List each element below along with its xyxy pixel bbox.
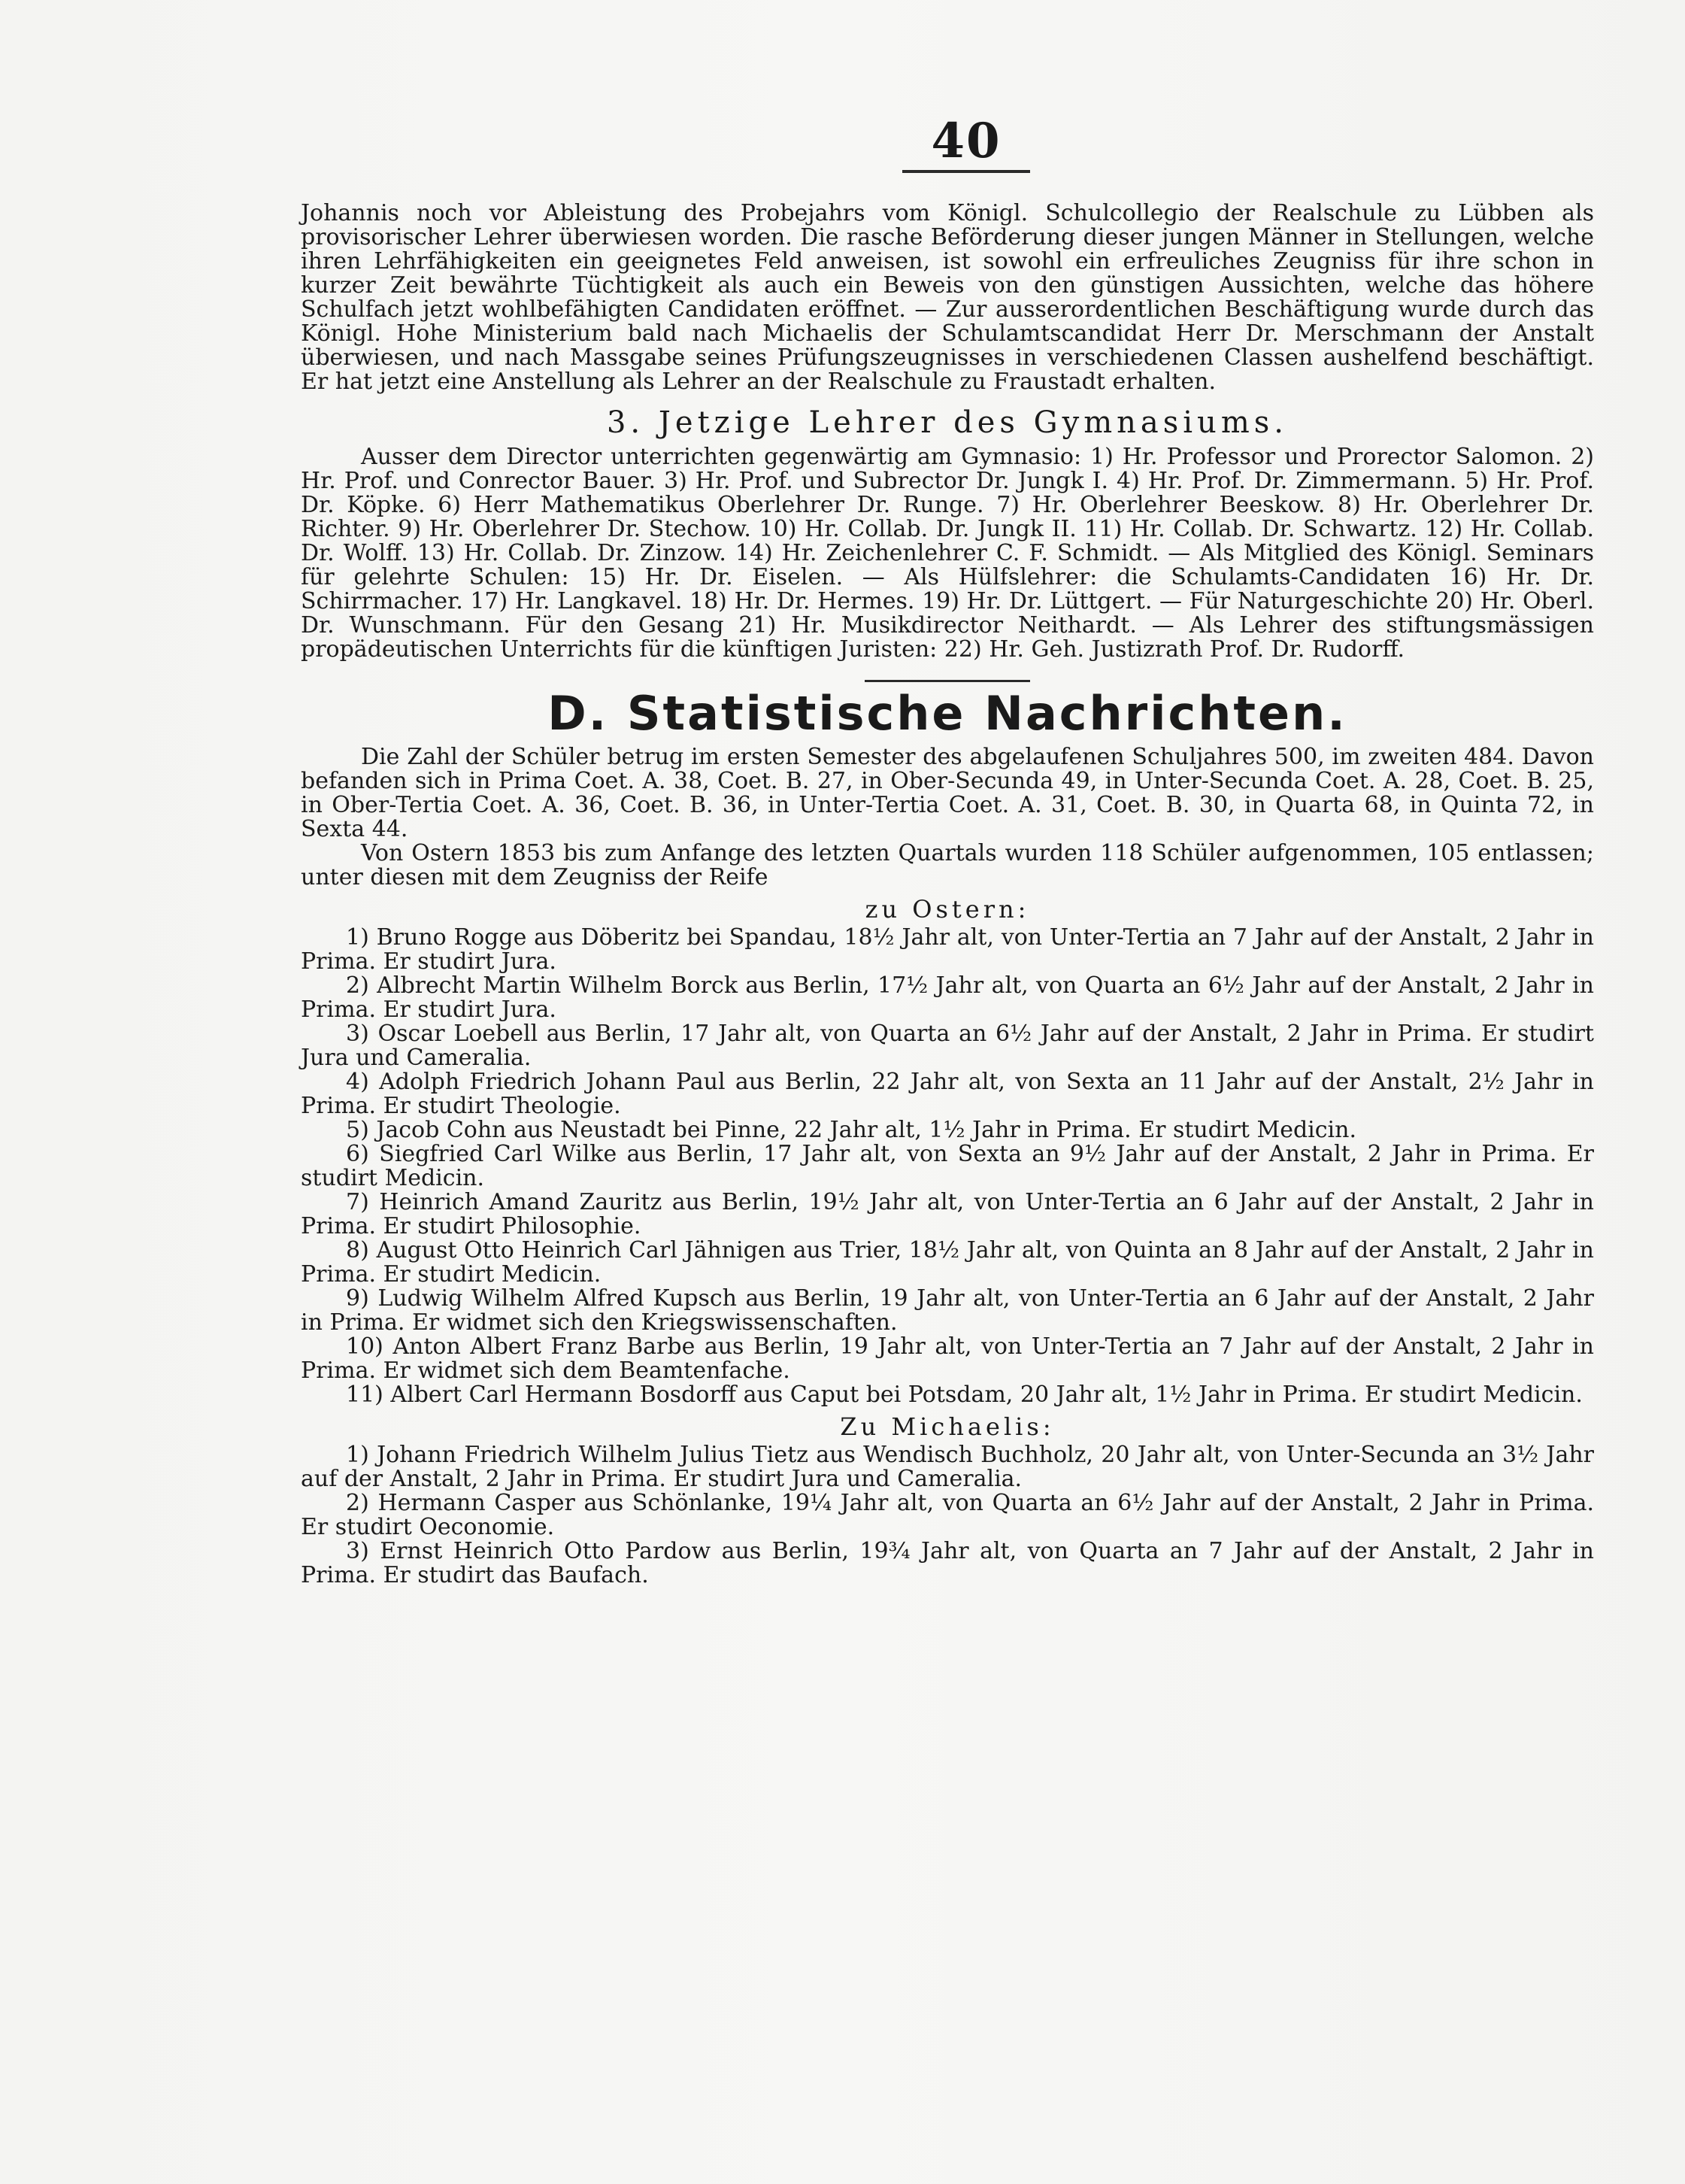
list-item: 1) Bruno Rogge aus Döberitz bei Spandau, 18½ Jahr alt, von Unter-Tertia an 7 Jahr auf der Anstalt, 2 Jahr in Prima. Er studirt Jura. <box>301 924 1594 975</box>
statistics-paragraph-2: Von Ostern 1853 bis zum Anfange des letzten Quartals wurden 118 Schüler aufgenommen, 105 entlassen; unter diesen mit dem Zeugniss der Reife <box>301 840 1594 890</box>
ostern-list <box>301 926 1594 1407</box>
section-d-heading: D. Statistische Nachrichten. <box>547 686 1347 741</box>
list-item: 7) Heinrich Amand Zauritz aus Berlin, 19½ Jahr alt, von Unter-Tertia an 6 Jahr auf der Anstalt, 2 Jahr in Prima. Er studirt Philosophie. <box>301 1189 1594 1239</box>
list-item: 10) Anton Albert Franz Barbe aus Berlin, 19 Jahr alt, von Unter-Tertia an 7 Jahr auf der Anstalt, 2 Jahr in Prima. Er widmet sich dem Beamtenfache. <box>301 1333 1594 1384</box>
list-item: 5) Jacob Cohn aus Neustadt bei Pinne, 22 Jahr alt, 1½ Jahr in Prima. Er studirt Medicin. <box>346 1117 1356 1143</box>
list-item: 2) Albrecht Martin Wilhelm Borck aus Berlin, 17½ Jahr alt, von Quarta an 6½ Jahr auf der Anstalt, 2 Jahr in Prima. Er studirt Jura. <box>301 972 1594 1023</box>
list-item: 4) Adolph Friedrich Johann Paul aus Berlin, 22 Jahr alt, von Sexta an 11 Jahr auf der Anstalt, 2½ Jahr in Prima. Er studirt Theologie. <box>301 1069 1594 1119</box>
list-item: 3) Oscar Loebell aus Berlin, 17 Jahr alt, von Quarta an 6½ Jahr auf der Anstalt, 2 Jahr in Prima. Er studirt Jura und Cameralia. <box>301 1021 1594 1071</box>
page-number: 40 <box>931 113 1002 169</box>
body-text <box>301 202 1594 1588</box>
michaelis-heading: Zu Michaelis: <box>840 1412 1055 1441</box>
section-3-heading: 3. Jetzige Lehrer des Gymnasiums. <box>606 405 1288 440</box>
list-item: 2) Hermann Casper aus Schönlanke, 19¼ Jahr alt, von Quarta an 6½ Jahr auf der Anstalt, 2 Jahr in Prima. Er studirt Oeconomie. <box>301 1490 1594 1540</box>
statistics-paragraph-1: Die Zahl der Schüler betrug im ersten Semester des abgelaufenen Schuljahres 500, im zweiten 484. Davon befanden sich in Prima Coet. A. 38, Coet. B. 27, in Ober-Secunda 49, in Unter-Secunda Coet. A. 28, Coet. B. 25, in Ober-Tertia Coet. A. 36, Coet. B. 36, in Unter-Tertia Coet. A. 31, Coet. B. 30, in Quarta 68, in Quinta 72, in Sexta 44. <box>301 744 1594 842</box>
section-3-text: Ausser dem Director unterrichten gegenwärtig am Gymnasio: 1) Hr. Professor und Prorector Salomon. 2) Hr. Prof. und Conrector Bauer. 3) Hr. Prof. und Subrector Dr. Jungk I. 4) Hr. Prof. Dr. Zimmermann. 5) Hr. Prof. Dr. Köpke. 6) Herr Mathematikus Oberlehrer Dr. Runge. 7) Hr. Oberlehrer Beeskow. 8) Hr. Oberlehrer Dr. Richter. 9) Hr. Oberlehrer Dr. Stechow. 10) Hr. Collab. Dr. Jungk II. 11) Hr. Collab. Dr. Schwartz. 12) Hr. Collab. Dr. Wolff. 13) Hr. Collab. Dr. Zinzow. 14) Hr. Zeichenlehrer C. F. Schmidt. — Als Mitglied des Königl. Seminars für gelehrte Schulen: 15) Hr. Dr. Eiselen. — Als Hülfslehrer: die Schulamts-Candidaten 16) Hr. Dr. Schirrmacher. 17) Hr. Langkavel. 18) Hr. Dr. Hermes. 19) Hr. Dr. Lüttgert. — Für Naturgeschichte 20) Hr. Oberl. Dr. Wunschmann. Für den Gesang 21) Hr. Musikdirector Neithardt. — Als Lehrer des stiftungsmässigen propädeutischen Unterrichts für die künftigen Juristen: 22) Hr. Geh. Justizrath Prof. Dr. Rudorff. <box>301 444 1594 663</box>
michaelis-list <box>301 1443 1594 1588</box>
ostern-heading: zu Ostern: <box>865 895 1030 924</box>
list-item: 8) August Otto Heinrich Carl Jähnigen aus Trier, 18½ Jahr alt, von Quinta an 8 Jahr auf der Anstalt, 2 Jahr in Prima. Er studirt Medicin. <box>301 1237 1594 1288</box>
list-item: 11) Albert Carl Hermann Bosdorff aus Caput bei Potsdam, 20 Jahr alt, 1½ Jahr in Prima. Er studirt Medicin. <box>346 1382 1583 1408</box>
list-item: 6) Siegfried Carl Wilke aus Berlin, 17 Jahr alt, von Sexta an 9½ Jahr auf der Anstalt, 2 Jahr in Prima. Er studirt Medicin. <box>301 1141 1594 1191</box>
list-item: 1) Johann Friedrich Wilhelm Julius Tietz aus Wendisch Buchholz, 20 Jahr alt, von Unter-Secunda an 3½ Jahr auf der Anstalt, 2 Jahr in Prima. Er studirt Jura und Cameralia. <box>301 1442 1594 1492</box>
section-divider <box>865 680 1030 682</box>
intro-paragraph: Johannis noch vor Ableistung des Probejahrs vom Königl. Schulcollegio der Realschule zu Lübben als provisorischer Lehrer überwiesen worden. Die rasche Beförderung dieser jungen Männer in Stellungen, welche ihren Lehrfähigkeiten ein geeignetes Feld anweisen, ist sowohl ein erfreuliches Zeugniss für ihre schon in kurzer Zeit bewährte Tüchtigkeit als auch ein Beweis von den günstigen Aussichten, welche das höhere Schulfach jetzt wohlbefähigten Candidaten eröffnet. — Zur ausserordentlichen Beschäftigung wurde durch das Königl. Hohe Ministerium bald nach Michaelis der Schulamtscandidat Herr Dr. Merschmann der Anstalt überwiesen, und nach Massgabe seines Prüfungszeugnisses in verschiedenen Classen aushelfend beschäftigt. Er hat jetzt eine Anstellung als Lehrer an der Realschule zu Fraustadt erhalten. <box>301 200 1594 395</box>
list-item: 9) Ludwig Wilhelm Alfred Kupsch aus Berlin, 19 Jahr alt, von Unter-Tertia an 6 Jahr auf der Anstalt, 2 Jahr in Prima. Er widmet sich den Kriegswissenschaften. <box>301 1285 1594 1336</box>
list-item: 3) Ernst Heinrich Otto Pardow aus Berlin, 19¾ Jahr alt, von Quarta an 7 Jahr auf der Anstalt, 2 Jahr in Prima. Er studirt das Baufach. <box>301 1538 1594 1588</box>
page-number-rule <box>902 170 1030 173</box>
